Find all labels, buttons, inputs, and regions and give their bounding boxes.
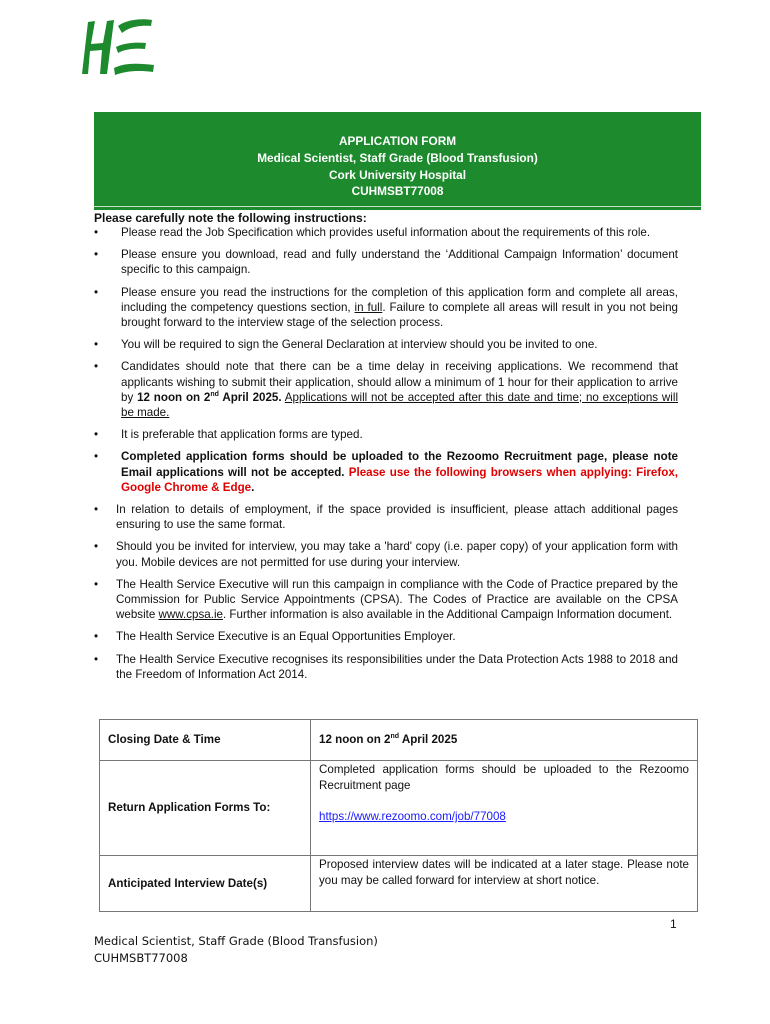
instruction-item bbox=[94, 652, 678, 682]
closing-date-value bbox=[311, 720, 698, 761]
interview-dates-label: Anticipated Interview Date(s) bbox=[100, 856, 311, 912]
footer-reference: CUHMSBT77008 bbox=[94, 951, 188, 965]
cpsa-link[interactable]: www.cpsa.ie bbox=[158, 608, 223, 622]
rezoomo-link[interactable]: https://www.rezoomo.com/job/77008 bbox=[319, 810, 506, 823]
instruction-text: The Health Service Executive recognises its responsibilities under the Data Protection Acts 1988 to 2018 and the Freedom of Information Act 2014. bbox=[116, 652, 678, 681]
instruction-item bbox=[94, 225, 678, 240]
instructions-title: Please carefully note the following instructions: bbox=[94, 211, 367, 225]
return-forms-label: Return Application Forms To: bbox=[100, 761, 311, 856]
deadline-text: 12 noon on 2 bbox=[137, 390, 211, 404]
banner-location: Cork University Hospital bbox=[328, 167, 466, 182]
instruction-item bbox=[94, 539, 678, 569]
return-forms-value bbox=[311, 761, 698, 856]
instruction-item bbox=[94, 629, 678, 644]
instructions-list bbox=[94, 225, 678, 689]
footer-title: Medical Scientist, Staff Grade (Blood Transfusion) bbox=[94, 934, 378, 948]
banner-rule bbox=[94, 206, 701, 207]
instruction-text: It is preferable that application forms are typed. bbox=[121, 428, 363, 442]
instruction-text: Candidates should note that there can be a time delay in receiving applications. We recommend that applicants wishing to submit their application, should allow a minimum of 1 hour for their application to arrive by bbox=[121, 360, 678, 404]
table-row bbox=[100, 856, 698, 912]
instruction-underline: in full bbox=[354, 300, 383, 314]
deadline-sup: nd bbox=[210, 390, 219, 398]
deadline-text: April 2025. bbox=[218, 390, 282, 404]
instruction-text: Should you be invited for interview, you may take a 'hard' copy (i.e. paper copy) of your application form with you. Mobile devices are not permitted for use during your interview. bbox=[116, 540, 678, 569]
instruction-text: . Further information is also available in the Additional Campaign Information document. bbox=[222, 608, 673, 622]
banner-title: APPLICATION FORM bbox=[338, 134, 457, 148]
closing-date-label: Closing Date & Time bbox=[100, 720, 311, 761]
instruction-text: Please ensure you download, read and fully understand the ‘Additional Campaign Information’ document specific to this campaign. bbox=[121, 248, 678, 277]
closing-date-sup: nd bbox=[390, 733, 400, 741]
header-banner bbox=[94, 112, 701, 210]
instruction-text: In relation to details of employment, if the space provided is insufficient, please attach additional pages ensuring to use the same format. bbox=[116, 503, 678, 532]
instruction-item bbox=[94, 427, 678, 442]
deadline-warning: Applications will not be accepted after this date and time; no exceptions will be made. bbox=[121, 390, 679, 420]
instruction-text: Please read the Job Specification which provides useful information about the requirements of this role. bbox=[121, 226, 651, 239]
page-number: 1 bbox=[670, 917, 677, 931]
closing-date-text: 12 noon on 2 bbox=[319, 733, 391, 747]
instruction-item bbox=[94, 502, 678, 532]
instruction-item bbox=[94, 449, 678, 495]
instruction-item bbox=[94, 577, 678, 623]
interview-dates-value: Proposed interview dates will be indicated at a later stage. Please note you may be called forward for interview at short notice. bbox=[311, 856, 698, 912]
banner-job-title: Medical Scientist, Staff Grade (Blood Transfusion) bbox=[257, 151, 538, 165]
instruction-text: The Health Service Executive is an Equal Opportunities Employer. bbox=[116, 630, 456, 644]
instruction-item bbox=[94, 337, 678, 352]
instruction-text: . bbox=[251, 480, 255, 494]
browser-warning: Please use the following browsers when applying: Firefox, Google Chrome & Edge bbox=[121, 465, 678, 494]
instruction-text: You will be required to sign the General Declaration at interview should you be invited to one. bbox=[121, 338, 598, 352]
instruction-text: . Failure to complete all areas will result in you not being brought forward to the interview stage of the selection process. bbox=[121, 300, 678, 330]
instruction-item bbox=[94, 247, 678, 277]
page-footer bbox=[94, 933, 378, 967]
closing-date-text: April 2025 bbox=[399, 733, 458, 747]
upload-instruction: Completed application forms should be uploaded to the Rezoomo Recruitment page, please note Email applications will not be accepted. bbox=[121, 450, 678, 479]
details-table bbox=[99, 719, 698, 912]
hse-logo bbox=[74, 16, 156, 78]
return-forms-text: Completed application forms should be uploaded to the Rezoomo Recruitment page bbox=[319, 763, 689, 792]
instruction-text: The Health Service Executive will run this campaign in compliance with the Code of Practice prepared by the Commission for Public Service Appointments (CPSA). The Codes of Practice are available on the CPSA website bbox=[116, 577, 678, 622]
instruction-item bbox=[94, 359, 678, 420]
table-row bbox=[100, 761, 698, 856]
instruction-text: Please ensure you read the instructions for the completion of this application form and complete all areas, including the competency questions section, bbox=[121, 285, 678, 314]
banner-reference: CUHMSBT77008 bbox=[351, 184, 444, 198]
table-row bbox=[100, 720, 698, 761]
instruction-item bbox=[94, 285, 678, 331]
